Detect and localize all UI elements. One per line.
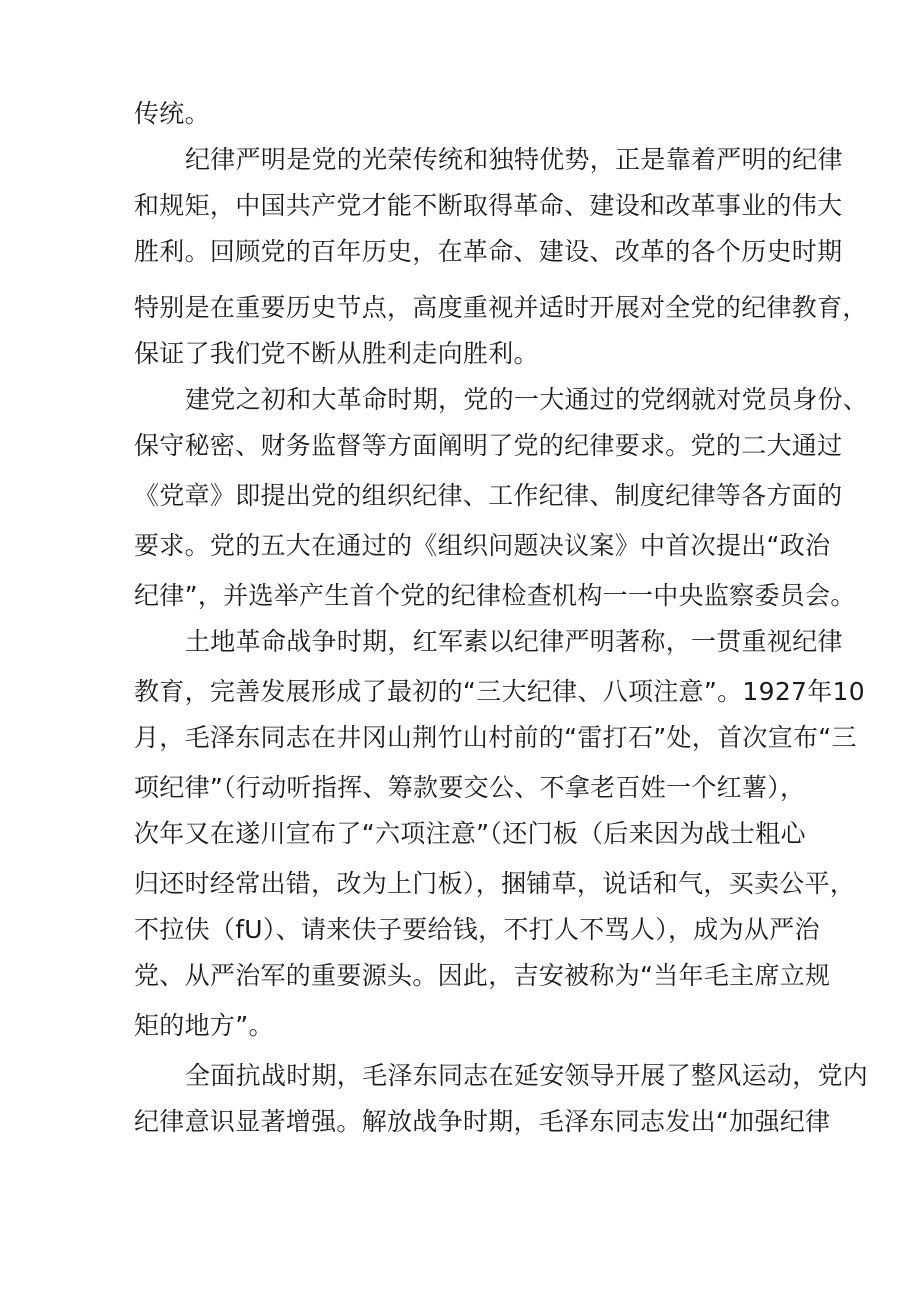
text-line: 土地革命战争时期，红军素以纪律严明著称，一贯重视纪律: [185, 627, 843, 656]
text-line: 项纪律”（行动听指挥、筹款要交公、不拿老百姓一个红薯），: [134, 773, 806, 802]
text-line: 保守秘密、财务监督等方面阐明了党的纪律要求。党的二大通过: [134, 431, 843, 460]
text-line: 不拉伕（fU）、请来伕子要给钱，不打人不骂人），成为从严治: [134, 915, 820, 944]
text-line: 党、从严治军的重要源头。因此，吉安被称为“当年毛主席立规: [134, 961, 831, 990]
text-line: 特别是在重要历史节点，高度重视并适时开展对全党的纪律教育，: [134, 293, 868, 322]
text-line: 《党章》即提出党的组织纪律、工作纪律、制度纪律等各方面的: [134, 481, 843, 510]
text-line: 教育，完善发展形成了最初的“三大纪律、八项注意”。1927年10: [134, 677, 865, 706]
text-line: 次年又在遂川宣布了“六项注意”（还门板（后来因为战士粗心: [134, 819, 806, 848]
text-line: 保证了我们党不断从胜利走向胜利。: [134, 339, 539, 368]
text-line: 归还时经常出错，改为上门板），捆铺草，说话和气，买卖公平，: [134, 869, 856, 898]
text-line: 纪律严明是党的光荣传统和独特优势，正是靠着严明的纪律: [185, 145, 843, 174]
text-line: 纪律”，并选举产生首个党的纪律检查机构一一中央监察委员会。: [134, 581, 856, 610]
text-line: 传统。: [134, 99, 210, 128]
text-line: 胜利。回顾党的百年历史，在革命、建设、改革的各个历史时期: [134, 237, 843, 266]
text-line: 纪律意识显著增强。解放战争时期，毛泽东同志发出“加强纪律: [134, 1107, 831, 1136]
text-line: 要求。党的五大在通过的《组织问题决议案》中首次提出“政治: [134, 531, 831, 560]
text-line: 和规矩，中国共产党才能不断取得革命、建设和改革事业的伟大: [134, 191, 843, 220]
text-line: 建党之初和大革命时期，党的一大通过的党纲就对党员身份、: [185, 385, 869, 414]
text-line: 矩的地方”。: [134, 1011, 274, 1040]
text-line: 全面抗战时期，毛泽东同志在延安领导开展了整风运动，党内: [185, 1061, 869, 1090]
text-line: 月，毛泽东同志在井冈山荆竹山村前的“雷打石”处，首次宣布“三: [134, 723, 857, 752]
